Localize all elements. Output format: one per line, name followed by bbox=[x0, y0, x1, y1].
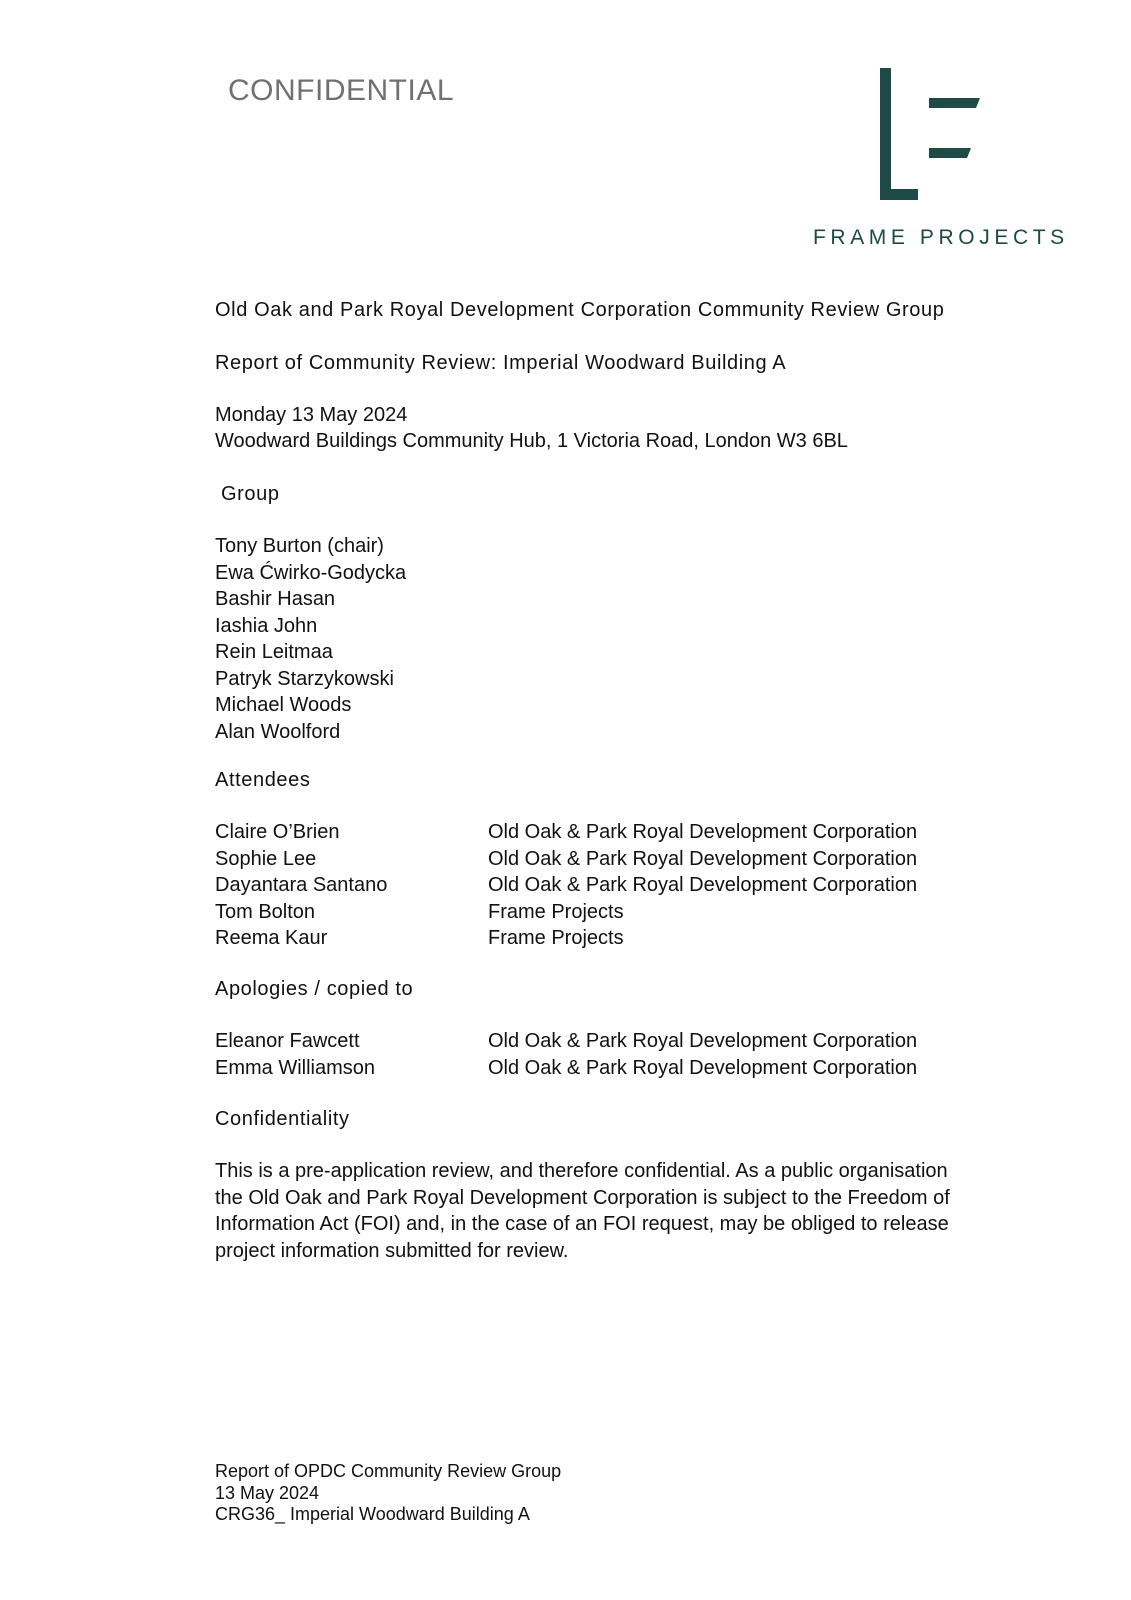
table-row bbox=[215, 899, 917, 926]
list-item: Iashia John bbox=[215, 614, 318, 637]
meeting-venue: Woodward Buildings Community Hub, 1 Victoria Road, London W3 6BL bbox=[215, 430, 848, 452]
table-row bbox=[215, 846, 917, 873]
apology-organisation: Old Oak & Park Royal Development Corporation bbox=[488, 1030, 918, 1052]
group-list bbox=[215, 533, 406, 745]
list-item: Alan Woolford bbox=[215, 720, 341, 743]
footer-line: Report of OPDC Community Review Group bbox=[215, 1461, 562, 1481]
report-title: Report of Community Review: Imperial Woodward Building A bbox=[215, 352, 787, 374]
table-row bbox=[215, 1055, 917, 1082]
paragraph-line: This is a pre-application review, and therefore confidential. As a public organisation bbox=[215, 1160, 948, 1182]
paragraph-line: the Old Oak and Park Royal Development Corporation is subject to the Freedom of bbox=[215, 1186, 950, 1209]
attendee-name: Claire O’Brien bbox=[215, 821, 340, 843]
paragraph-line: Information Act (FOI) and, in the case of an FOI request, may be obliged to release bbox=[215, 1213, 949, 1235]
logo-wordmark: FRAME PROJECTS bbox=[813, 226, 1069, 249]
attendee-name: Dayantara Santano bbox=[215, 874, 388, 896]
confidential-label: CONFIDENTIAL bbox=[228, 74, 455, 107]
apology-organisation: Old Oak & Park Royal Development Corporation bbox=[488, 1056, 918, 1079]
apologies-table bbox=[215, 1028, 917, 1081]
group-heading: Group bbox=[221, 483, 280, 505]
attendees-heading: Attendees bbox=[215, 769, 311, 791]
list-item: Patryk Starzykowski bbox=[215, 667, 394, 690]
table-row bbox=[215, 925, 917, 952]
organisation-title: Old Oak and Park Royal Development Corporation Community Review Group bbox=[215, 299, 945, 321]
list-item: Tony Burton (chair) bbox=[215, 535, 384, 557]
list-item: Michael Woods bbox=[215, 694, 352, 716]
page-footer bbox=[215, 1461, 561, 1526]
table-row bbox=[215, 872, 917, 899]
paragraph-line: project information submitted for review. bbox=[215, 1239, 569, 1262]
footer-line: CRG36_ Imperial Woodward Building A bbox=[215, 1504, 530, 1524]
list-item: Rein Leitmaa bbox=[215, 641, 333, 663]
footer-line: 13 May 2024 bbox=[215, 1482, 320, 1503]
attendee-name: Reema Kaur bbox=[215, 927, 328, 949]
apology-name: Eleanor Fawcett bbox=[215, 1030, 360, 1052]
attendee-organisation: Old Oak & Park Royal Development Corporation bbox=[488, 821, 918, 843]
list-item: Bashir Hasan bbox=[215, 588, 336, 610]
meeting-date: Monday 13 May 2024 bbox=[215, 404, 408, 426]
attendee-organisation: Frame Projects bbox=[488, 900, 624, 923]
frame-projects-logo-icon bbox=[880, 68, 980, 207]
attendee-name: Tom Bolton bbox=[215, 900, 316, 923]
list-item: Ewa Ćwirko-Godycka bbox=[215, 561, 407, 584]
attendee-organisation: Old Oak & Park Royal Development Corporation bbox=[488, 874, 918, 896]
confidentiality-paragraph bbox=[215, 1158, 950, 1264]
attendee-organisation: Frame Projects bbox=[488, 927, 624, 949]
attendees-table bbox=[215, 819, 917, 952]
table-row bbox=[215, 1028, 917, 1055]
table-row bbox=[215, 819, 917, 846]
confidentiality-heading: Confidentiality bbox=[215, 1108, 350, 1130]
apology-name: Emma Williamson bbox=[215, 1056, 376, 1079]
attendee-organisation: Old Oak & Park Royal Development Corporation bbox=[488, 847, 918, 870]
attendee-name: Sophie Lee bbox=[215, 847, 317, 870]
apologies-heading: Apologies / copied to bbox=[215, 978, 414, 1000]
